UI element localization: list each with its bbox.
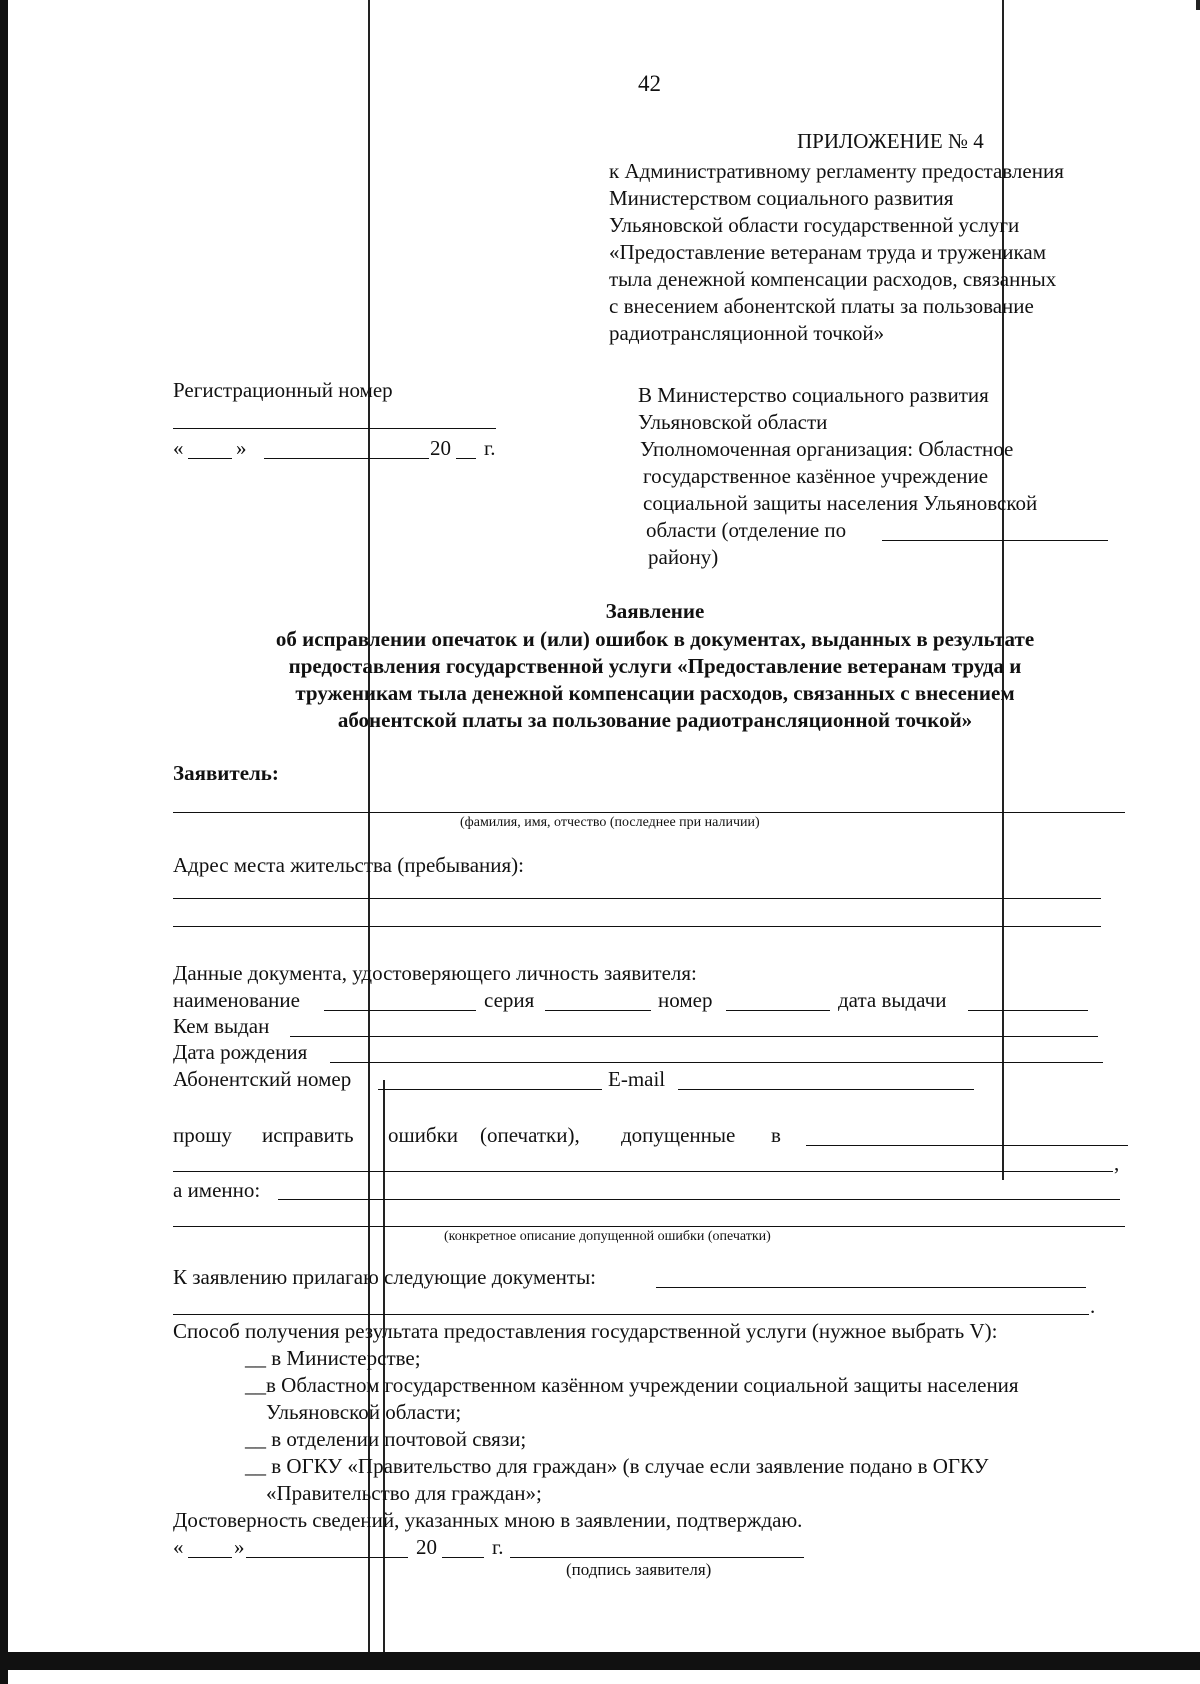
statement-subtitle-line: об исправлении опечаток и (или) ошибок в документах, выданных в результате — [275, 627, 1035, 651]
addressee-line: государственное казённое учреждение — [643, 464, 989, 488]
delivery-option-ministry[interactable]: __ в Министерстве; — [245, 1346, 421, 1370]
scan-left-edge — [0, 0, 8, 1684]
delivery-option-institution-cont: Ульяновской области; — [266, 1400, 462, 1424]
request-word: исправить — [262, 1123, 354, 1147]
registration-year-field[interactable] — [456, 458, 476, 459]
error-description-hint: (конкретное описание допущенной ошибки (опечатки) — [444, 1229, 771, 1244]
request-document-field-2[interactable] — [173, 1171, 1113, 1172]
confirmation-year-field[interactable] — [442, 1557, 484, 1558]
confirmation-month-field[interactable] — [246, 1557, 408, 1558]
attachments-field-2[interactable] — [173, 1314, 1089, 1315]
registration-year-suffix: г. — [484, 436, 496, 460]
subscriber-number-field[interactable] — [378, 1089, 602, 1090]
applicant-name-hint: (фамилия, имя, отчество (последнее при наличии) — [460, 815, 760, 830]
appendix-line: Ульяновской области государственной услуги — [609, 213, 1020, 237]
appendix-line: Министерством социального развития — [609, 186, 954, 210]
confirmation-year: 20 — [416, 1535, 437, 1559]
doc-name-field[interactable] — [324, 1010, 476, 1011]
registration-number-field[interactable] — [173, 428, 496, 429]
signature-hint: (подпись заявителя) — [566, 1560, 712, 1579]
confirmation-date-open: « — [173, 1535, 184, 1559]
statement-title: Заявление — [605, 599, 705, 623]
number-label: номер — [658, 988, 713, 1012]
appendix-line: радиотрансляционной точкой» — [609, 321, 885, 345]
doc-name-label: наименование — [173, 988, 300, 1012]
birth-date-label: Дата рождения — [173, 1040, 308, 1064]
registration-day-field[interactable] — [188, 458, 232, 459]
applicant-name-field[interactable] — [173, 812, 1125, 813]
attachments-dot: . — [1090, 1294, 1096, 1318]
addressee-branch-label: области (отделение по — [646, 518, 847, 542]
address-label: Адрес места жительства (пребывания): — [173, 853, 525, 877]
confirmation-day-field[interactable] — [188, 1557, 232, 1558]
request-word: ошибки — [388, 1123, 459, 1147]
registration-month-field[interactable] — [264, 458, 429, 459]
appendix-title: ПРИЛОЖЕНИЕ № 4 — [797, 129, 984, 153]
series-field[interactable] — [545, 1010, 651, 1011]
delivery-option-post[interactable]: __ в отделении почтовой связи; — [245, 1427, 527, 1451]
appendix-line: «Предоставление ветеранам труда и труженикам — [609, 240, 1046, 264]
issue-date-field[interactable] — [968, 1010, 1088, 1011]
page-number: 42 — [638, 71, 661, 96]
appendix-line: с внесением абонентской платы за пользование — [609, 294, 1034, 318]
email-field[interactable] — [678, 1089, 974, 1090]
attachments-label: К заявлению прилагаю следующие документы: — [173, 1265, 597, 1289]
request-word: прошу — [173, 1123, 232, 1147]
subscriber-number-label: Абонентский номер — [173, 1067, 352, 1091]
error-description-field[interactable] — [278, 1199, 1120, 1200]
statement-subtitle-line: абонентской платы за пользование радиотрансляционной точкой» — [337, 708, 973, 732]
issue-date-label: дата выдачи — [838, 988, 947, 1012]
registration-label: Регистрационный номер — [173, 378, 393, 402]
request-comma: , — [1114, 1151, 1120, 1175]
issued-by-label: Кем выдан — [173, 1014, 270, 1038]
issued-by-field[interactable] — [290, 1036, 1098, 1037]
statement-subtitle-line: труженикам тыла денежной компенсации расходов, связанных с внесением — [295, 681, 1015, 705]
addressee-line: социальной защиты населения Ульяновской — [643, 491, 1038, 515]
registration-year: 20 — [430, 436, 451, 460]
addressee-line: Ульяновской области — [638, 410, 828, 434]
series-label: серия — [484, 988, 535, 1012]
delivery-option-mfc-cont: «Правительство для граждан»; — [266, 1481, 542, 1505]
request-word: (опечатки), — [480, 1123, 580, 1147]
delivery-option-institution[interactable]: __в Областном государственном казённом учреждении социальной защиты населения — [245, 1373, 1019, 1397]
error-description-field-2[interactable] — [173, 1226, 1125, 1227]
id-doc-label: Данные документа, удостоверяющего личность заявителя: — [173, 961, 697, 985]
delivery-label: Способ получения результата предоставления государственной услуги (нужное выбрать V): — [173, 1319, 998, 1343]
request-word: допущенные — [621, 1123, 736, 1147]
addressee-line: В Министерство социального развития — [638, 383, 989, 407]
email-label: E-mail — [608, 1067, 666, 1091]
addressee-branch-suffix: району) — [648, 545, 719, 569]
number-field[interactable] — [726, 1010, 830, 1011]
applicant-label: Заявитель: — [173, 761, 279, 785]
signature-field[interactable] — [510, 1557, 804, 1558]
confirmation-date-close: » — [234, 1535, 245, 1559]
namely-label: а именно: — [173, 1178, 261, 1202]
registration-date-open: « — [173, 436, 184, 460]
delivery-option-mfc[interactable]: __ в ОГКУ «Правительство для граждан» (в случае если заявление подано в ОГКУ — [245, 1454, 989, 1478]
confirmation-year-suffix: г. — [492, 1535, 504, 1559]
birth-date-field[interactable] — [330, 1062, 1103, 1063]
appendix-line: тыла денежной компенсации расходов, связанных — [609, 267, 1057, 291]
statement-subtitle-line: предоставления государственной услуги «Предоставление ветеранам труда и — [288, 654, 1022, 678]
registration-date-close: » — [236, 436, 247, 460]
scan-corner-mark — [1196, 0, 1200, 10]
addressee-line: Уполномоченная организация: Областное — [640, 437, 1014, 461]
addressee-branch-field[interactable] — [882, 540, 1108, 541]
address-field-2[interactable] — [173, 926, 1101, 927]
scan-bottom-edge — [0, 1652, 1200, 1670]
attachments-field[interactable] — [656, 1287, 1086, 1288]
address-field-1[interactable] — [173, 898, 1101, 899]
appendix-line: к Административному регламенту предоставления — [609, 159, 1064, 183]
confirmation-text: Достоверность сведений, указанных мною в заявлении, подтверждаю. — [173, 1508, 803, 1532]
request-word: в — [771, 1123, 781, 1147]
request-document-field[interactable] — [806, 1145, 1128, 1146]
